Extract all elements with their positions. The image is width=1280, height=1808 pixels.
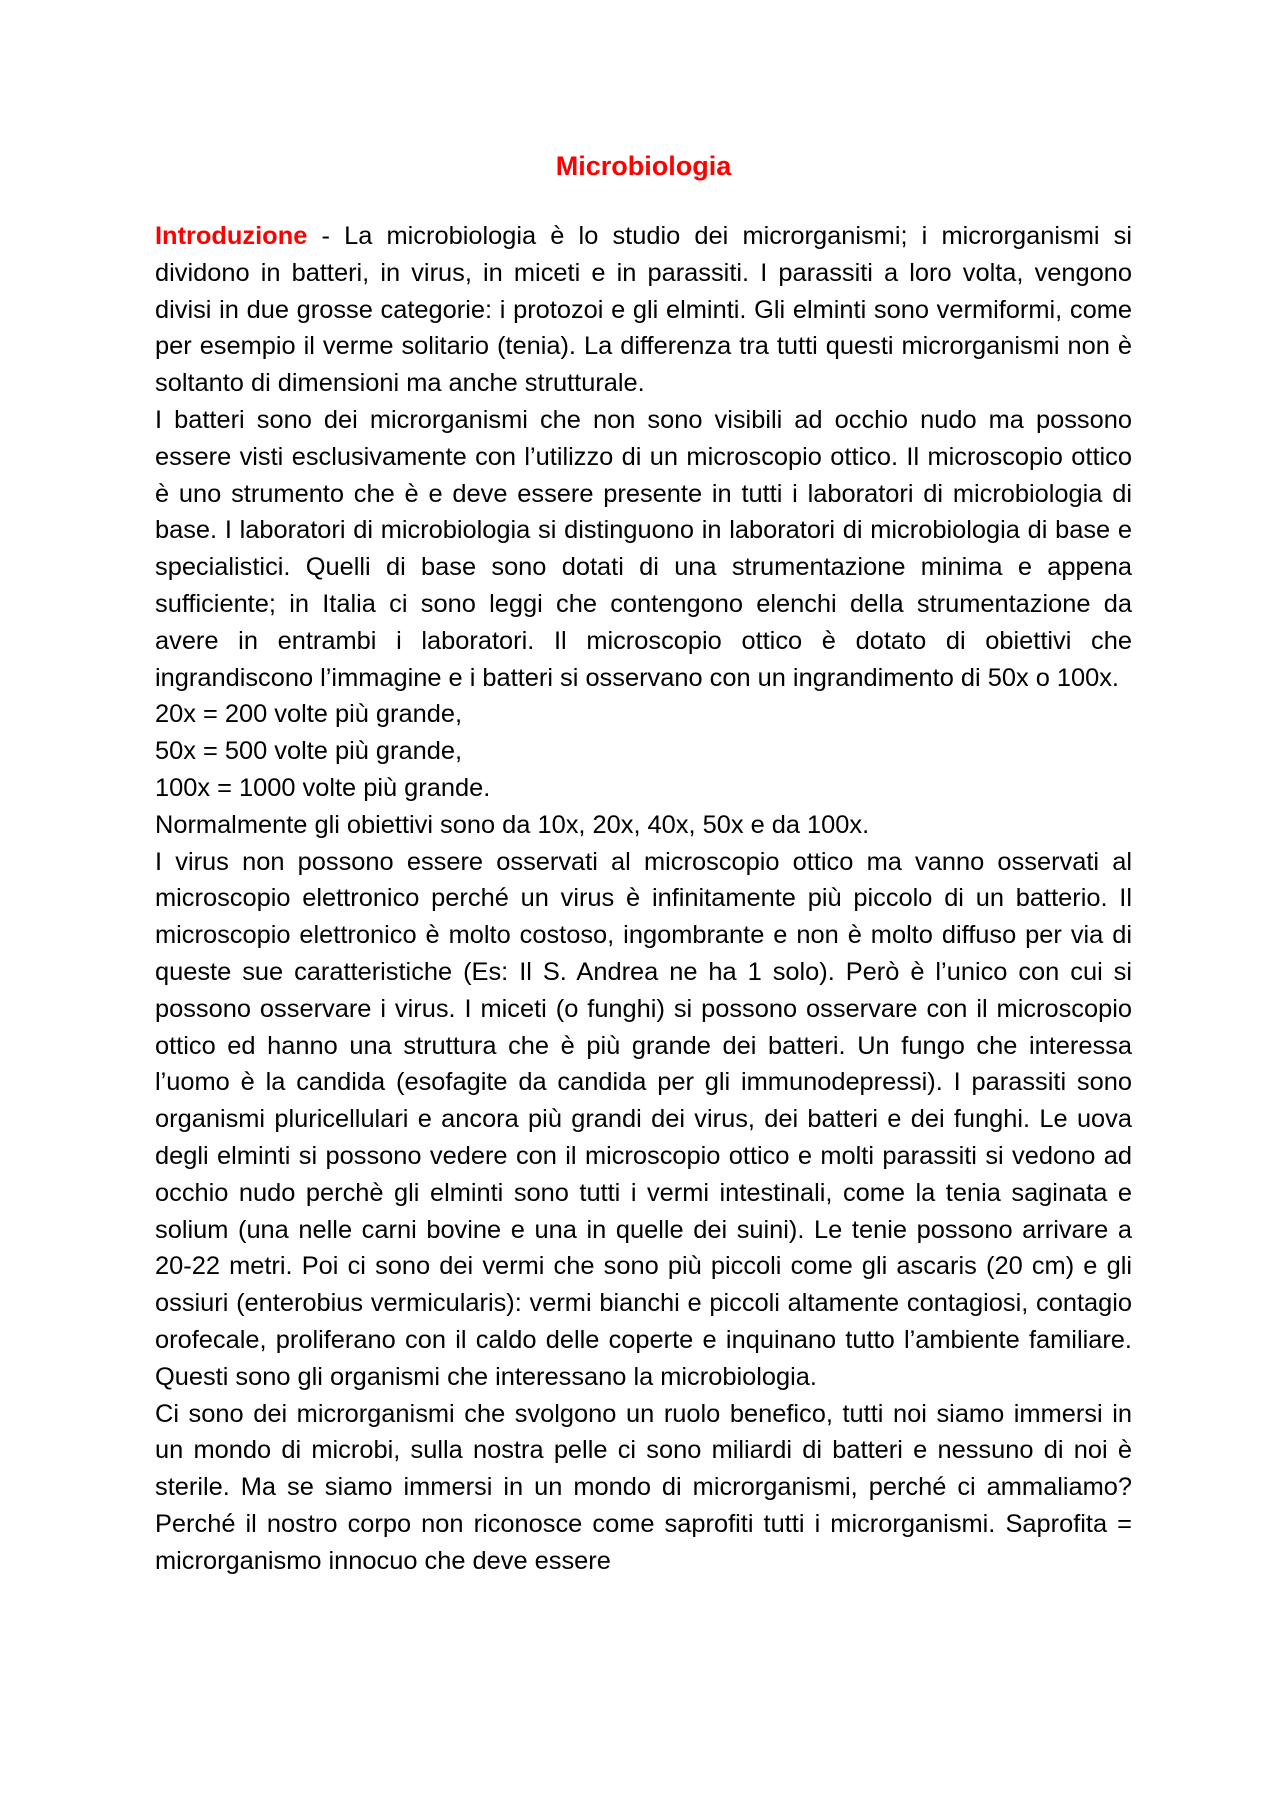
intro-text: - La microbiologia è lo studio dei microrganismi; i microrganismi si dividono in batteri, in virus, in miceti e in parassiti. I parassiti a loro volta, vengono divisi in due grosse categorie: i protozoi e gli elminti. Gli elminti sono vermiformi, come per esempio il verme solitario (tenia). La differenza tra tutti questi microrganismi non è soltanto di dimensioni ma anche strutturale.: [155, 222, 1132, 398]
intro-heading: Introduzione: [155, 222, 308, 250]
intro-paragraph: [155, 218, 1132, 402]
beneficial-paragraph: Ci sono dei microrganismi che svolgono un ruolo benefico, tutti noi siamo immersi in un mondo di microbi, sulla nostra pelle ci sono miliardi di batteri e nessuno di noi è sterile. Ma se siamo immersi in un mondo di microrganismi, perché ci ammaliamo? Perché il nostro corpo non riconosce come saprofiti tutti i microrganismi. Saprofita = microrganismo innocuo che deve essere: [155, 1399, 1132, 1575]
bacteria-paragraph: I batteri sono dei microrganismi che non sono visibili ad occhio nudo ma possono essere visti esclusivamente con l’utilizzo di un microscopio ottico. Il microscopio ottico è uno strumento che è e deve essere presente in tutti i laboratori di microbiologia di base. I laboratori di microbiologia si distinguono in laboratori di microbiologia di base e specialistici. Quelli di base sono dotati di una strumentazione minima e appena sufficiente; in Italia ci sono leggi che contengono elenchi della strumentazione da avere in entrambi i laboratori. Il microscopio ottico è dotato di obiettivi che ingrandiscono l’immagine e i batteri si osservano con un ingrandimento di 50x o 100x.: [155, 405, 1132, 692]
magnification-line: 100x = 1000 volte più grande.: [155, 773, 491, 802]
magnification-line: 20x = 200 volte più grande,: [155, 700, 463, 729]
objectives-line: Normalmente gli obiettivi sono da 10x, 20x, 40x, 50x e da 100x.: [155, 810, 870, 839]
magnification-line: 50x = 500 volte più grande,: [155, 737, 463, 766]
virus-paragraph: I virus non possono essere osservati al microscopio ottico ma vanno osservati al microscopio elettronico perché un virus è infinitamente più piccolo di un batterio. Il microscopio elettronico è molto costoso, ingombrante e non è molto diffuso per via di queste sue caratteristiche (Es: Il S. Andrea ne ha 1 solo). Però è l’unico con cui si possono osservare i virus. I miceti (o funghi) si possono osservare con il microscopio ottico ed hanno una struttura che è più grande dei batteri. Un fungo che interessa l’uomo è la candida (esofagite da candida per gli immunodepressi). I parassiti sono organismi pluricellulari e ancora più grandi dei virus, dei batteri e dei funghi. Le uova degli elminti si possono vedere con il microscopio ottico e molti parassiti si vedono ad occhio nudo perchè gli elminti sono tutti i vermi intestinali, come la tenia saginata e solium (una nelle carni bovine e una in quelle dei suini). Le tenie possono arrivare a 20-22 metri. Poi ci sono dei vermi che sono più piccoli come gli ascaris (20 cm) e gli ossiuri (enterobius vermicularis): vermi bianchi e piccoli altamente contagiosi, contagio orofecale, proliferano con il caldo delle coperte e inquinano tutto l’ambiente familiare. Questi sono gli organismi che interessano la microbiologia.: [155, 847, 1132, 1391]
document-title: Microbiologia: [555, 151, 732, 181]
document-page: [155, 148, 1132, 1579]
